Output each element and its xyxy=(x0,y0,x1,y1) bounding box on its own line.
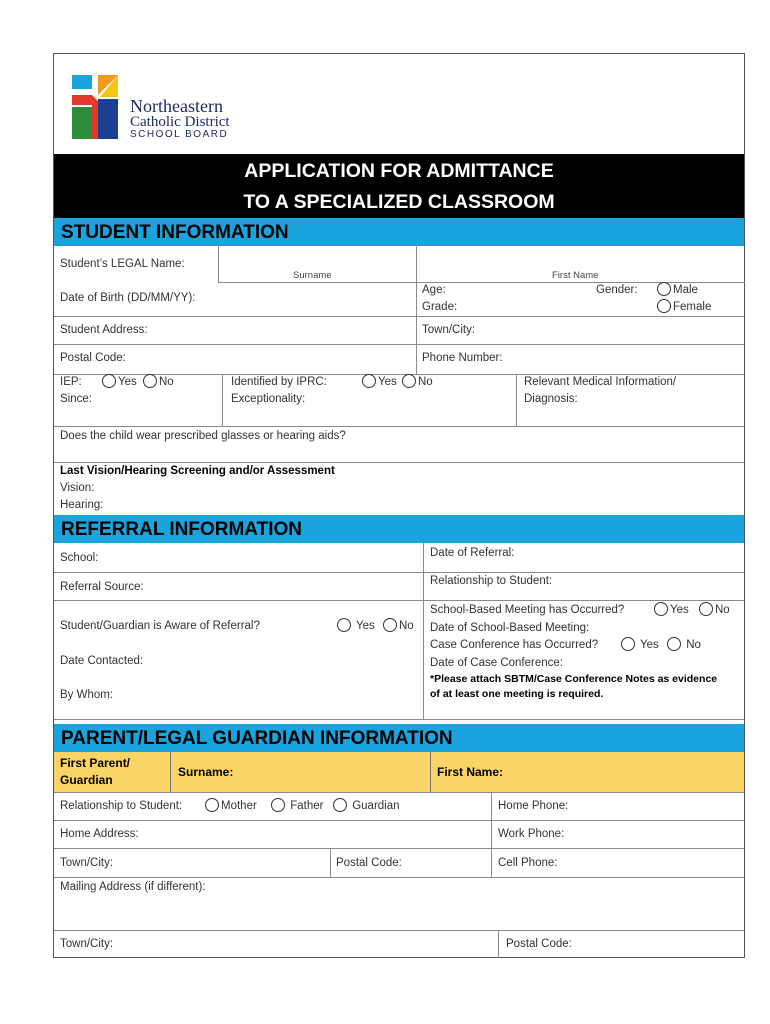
title-line2: TO A SPECIALIZED CLASSROOM xyxy=(243,191,555,213)
parent-surname-label: Surname: xyxy=(178,765,234,779)
parent-postal-label: Postal Code: xyxy=(336,857,402,869)
iprc-no-label: No xyxy=(418,376,433,388)
age-label: Age: xyxy=(422,284,446,296)
guardian-option[interactable] xyxy=(333,798,400,815)
radio-circle-icon xyxy=(383,618,397,632)
iprc-no-option[interactable] xyxy=(402,374,433,391)
radio-circle-icon xyxy=(333,798,347,812)
father-option[interactable] xyxy=(271,798,323,815)
male-label: Male xyxy=(673,284,698,296)
vision-label: Vision: xyxy=(60,482,95,494)
cc-yes-label: Yes xyxy=(640,639,659,651)
glasses-label: Does the child wear prescribed glasses or hearing aids? xyxy=(60,430,346,442)
first-parent-line1: First Parent/ xyxy=(60,756,131,770)
sbm-date-label: Date of School-Based Meeting: xyxy=(430,622,590,634)
whom-label: By Whom: xyxy=(60,689,114,701)
first-parent-line2: Guardian xyxy=(60,773,113,787)
dob-label: Date of Birth (DD/MM/YY): xyxy=(60,292,196,304)
father-label: Father xyxy=(290,800,324,812)
parent-section-heading: PARENT/LEGAL GUARDIAN INFORMATION xyxy=(54,724,744,752)
iep-no-option[interactable] xyxy=(143,374,174,391)
first-name-caption: First Name xyxy=(552,270,599,281)
gender-male-option[interactable] xyxy=(657,282,698,299)
gender-female-option[interactable] xyxy=(657,299,711,316)
cc-label: Case Conference has Occurred? xyxy=(430,639,599,651)
iep-no-label: No xyxy=(159,376,174,388)
sbm-no-option[interactable] xyxy=(699,602,730,619)
work-phone-label: Work Phone: xyxy=(498,828,565,840)
aware-label: Student/Guardian is Aware of Referral? xyxy=(60,620,260,632)
female-label: Female xyxy=(673,301,712,313)
radio-circle-icon xyxy=(143,374,157,388)
mailing-postal-label: Postal Code: xyxy=(506,938,572,950)
aware-yes-label: Yes xyxy=(356,620,375,632)
phone-label: Phone Number: xyxy=(422,352,503,364)
contacted-label: Date Contacted: xyxy=(60,655,144,667)
cell-phone-label: Cell Phone: xyxy=(498,857,558,869)
aware-no-option[interactable] xyxy=(383,618,414,635)
relationship-label: Relationship to Student: xyxy=(430,575,553,587)
referral-section-heading: REFERRAL INFORMATION xyxy=(54,515,744,543)
sbm-yes-option[interactable] xyxy=(654,602,689,619)
sbm-no-label: No xyxy=(715,604,730,616)
guardian-label: Guardian xyxy=(352,800,400,812)
iprc-label: Identified by IPRC: xyxy=(231,376,327,388)
grade-label: Grade: xyxy=(422,301,458,313)
medical-label: Relevant Medical Information/ xyxy=(524,376,677,388)
radio-circle-icon xyxy=(654,602,668,616)
screening-label: Last Vision/Hearing Screening and/or Assessment xyxy=(60,465,335,477)
cc-date-label: Date of Case Conference: xyxy=(430,657,563,669)
town-label: Town/City: xyxy=(422,324,476,336)
attach-note-line1: *Please attach SBTM/Case Conference Notes as evidence xyxy=(430,673,718,685)
parent-name-row xyxy=(54,752,744,792)
home-phone-label: Home Phone: xyxy=(498,800,569,812)
radio-circle-icon xyxy=(205,798,219,812)
mother-label: Mother xyxy=(221,800,257,812)
cc-no-option[interactable] xyxy=(667,637,701,654)
radio-circle-icon xyxy=(657,282,671,296)
legal-name-label: Student’s LEGAL Name: xyxy=(60,258,185,270)
radio-circle-icon xyxy=(402,374,416,388)
iep-yes-label: Yes xyxy=(118,376,137,388)
first-parent-label xyxy=(60,755,130,789)
postal-label: Postal Code: xyxy=(60,352,126,364)
referral-date-label: Date of Referral: xyxy=(430,547,515,559)
radio-circle-icon xyxy=(102,374,116,388)
parent-town-label: Town/City: xyxy=(60,857,114,869)
student-first-name-field[interactable] xyxy=(417,247,744,265)
parent-first-name-label: First Name: xyxy=(437,765,504,779)
aware-no-label: No xyxy=(399,620,414,632)
exceptionality-label: Exceptionality: xyxy=(231,393,306,405)
sbm-label: School-Based Meeting has Occurred? xyxy=(430,604,625,616)
radio-circle-icon xyxy=(657,299,671,313)
radio-circle-icon xyxy=(271,798,285,812)
gender-label: Gender: xyxy=(596,284,638,296)
logo-line1: Northeastern xyxy=(130,96,223,116)
school-label: School: xyxy=(60,552,99,564)
radio-circle-icon xyxy=(337,618,351,632)
student-section-heading: STUDENT INFORMATION xyxy=(54,218,744,246)
cc-yes-option[interactable] xyxy=(621,637,659,654)
logo xyxy=(72,75,272,145)
address-label: Student Address: xyxy=(60,324,148,336)
iep-label: IEP: xyxy=(60,376,82,388)
title-line1: APPLICATION FOR ADMITTANCE xyxy=(244,160,554,182)
iep-yes-option[interactable] xyxy=(102,374,137,391)
aware-yes-option[interactable] xyxy=(337,618,375,635)
form-title xyxy=(54,154,744,218)
radio-circle-icon xyxy=(699,602,713,616)
source-label: Referral Source: xyxy=(60,581,144,593)
cc-no-label: No xyxy=(686,639,701,651)
mother-option[interactable] xyxy=(205,798,257,815)
since-label: Since: xyxy=(60,393,92,405)
sbm-yes-label: Yes xyxy=(670,604,689,616)
radio-circle-icon xyxy=(667,637,681,651)
student-surname-field[interactable] xyxy=(219,247,415,265)
hearing-label: Hearing: xyxy=(60,499,104,511)
radio-circle-icon xyxy=(621,637,635,651)
logo-line3: SCHOOL BOARD xyxy=(130,129,229,140)
attach-note-line2: of at least one meeting is required. xyxy=(430,688,604,700)
logo-mark-icon xyxy=(72,75,126,141)
mailing-address-label: Mailing Address (if different): xyxy=(60,881,206,893)
radio-circle-icon xyxy=(362,374,376,388)
surname-caption: Surname xyxy=(293,270,332,281)
parent-relationship-label: Relationship to Student: xyxy=(60,800,183,812)
diagnosis-label: Diagnosis: xyxy=(524,393,578,405)
home-address-label: Home Address: xyxy=(60,828,139,840)
iprc-yes-label: Yes xyxy=(378,376,397,388)
logo-line2: Catholic District xyxy=(130,114,230,130)
mailing-town-label: Town/City: xyxy=(60,938,114,950)
iprc-yes-option[interactable] xyxy=(362,374,397,391)
